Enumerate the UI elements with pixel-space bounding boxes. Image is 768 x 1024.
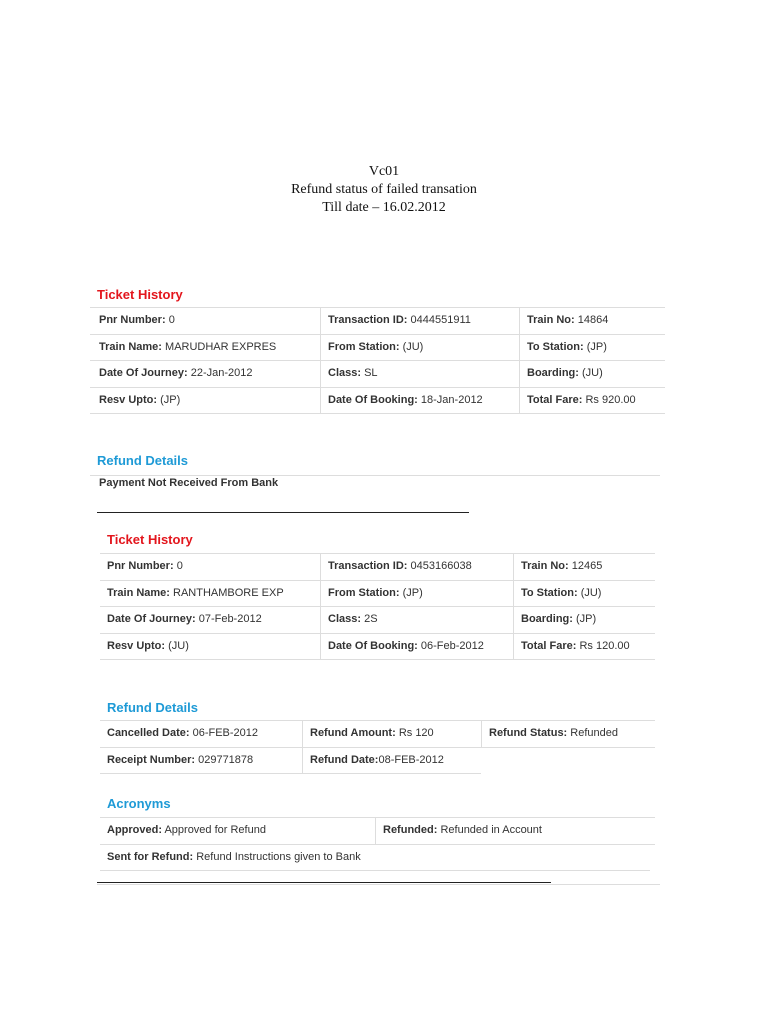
cancelled-date-cell [100,721,302,747]
refund-details-table [100,720,655,774]
train-no-cell [519,308,665,334]
table-row [100,581,655,608]
date-of-booking-value: 18-Jan-2012 [420,393,483,406]
boarding-label: Boarding: [521,613,573,625]
refund-amount-label: Refund Amount: [310,727,396,739]
transaction-id-cell [320,308,519,334]
refunded-cell [375,818,655,844]
total-fare-label: Total Fare: [521,639,577,652]
document-title: Refund status of failed transation [291,182,477,197]
from-station-value: (JU) [402,340,424,353]
table-row [90,388,665,415]
date-of-booking-cell [320,388,519,414]
table-row [90,361,665,388]
train-no-value: 12465 [571,560,603,572]
train-no-cell [513,554,655,580]
transaction-id-value: 0444551911 [410,314,471,326]
class-label: Class: [328,613,362,625]
boarding-cell [519,361,665,387]
resv-upto-cell [100,634,320,660]
table-row [100,845,650,872]
record-separator [97,882,551,883]
receipt-number-label: Receipt Number: [107,753,196,766]
cancelled-date-label: Cancelled Date: [107,727,190,739]
total-fare-cell [519,388,665,414]
refund-status-value: Refunded [570,727,619,739]
date-of-journey-cell [100,607,320,633]
till-date: Till date – 16.02.2012 [322,200,446,215]
sent-for-refund-cell [100,845,650,871]
transaction-id-label: Transaction ID: [328,314,408,326]
from-station-value: (JP) [402,586,423,599]
date-of-booking-value: 06-Feb-2012 [420,639,484,652]
train-name-label: Train Name: [107,586,170,599]
cancelled-date-value: 06-FEB-2012 [192,727,259,739]
date-of-journey-label: Date Of Journey: [107,613,196,625]
from-station-cell [320,581,513,607]
pnr-number-label: Pnr Number: [107,560,174,572]
resv-upto-value: (JP) [160,393,181,406]
table-row [100,818,655,845]
refund-date-value: 08-FEB-2012 [378,753,444,766]
date-of-journey-value: 22-Jan-2012 [190,367,253,379]
transaction-id-value: 0453166038 [410,560,472,572]
date-of-booking-label: Date Of Booking: [328,393,418,406]
from-station-cell [320,335,519,361]
from-station-label: From Station: [328,340,400,353]
refund-amount-cell [302,721,481,747]
approved-label: Approved: [107,824,162,836]
approved-cell [100,818,375,844]
resv-upto-label: Resv Upto: [107,639,166,652]
boarding-value: (JU) [582,367,603,379]
resv-upto-value: (JU) [168,639,189,652]
date-of-journey-label: Date Of Journey: [99,367,188,379]
pnr-number-cell [90,308,320,334]
train-no-label: Train No: [527,314,575,326]
to-station-cell [519,335,665,361]
to-station-value: (JU) [580,586,602,599]
class-cell [320,361,519,387]
total-fare-value: Rs 120.00 [579,639,630,652]
total-fare-cell [513,634,655,660]
resv-upto-cell [90,388,320,414]
pnr-number-value: 0 [168,314,175,326]
sent-for-refund-value: Refund Instructions given to Bank [196,850,361,863]
total-fare-value: Rs 920.00 [585,393,636,406]
train-name-label: Train Name: [99,340,162,353]
refund-date-cell [302,748,481,774]
refunded-value: Refunded in Account [440,824,542,836]
acronyms-heading: Acronyms [107,796,171,811]
date-of-journey-value: 07-Feb-2012 [198,613,262,625]
table-row [100,554,655,581]
class-label: Class: [328,367,362,379]
refund-status-cell [481,721,655,747]
to-station-value: (JP) [586,340,607,353]
date-of-booking-label: Date Of Booking: [328,639,418,652]
table-row [100,721,655,748]
record-separator [97,512,469,513]
table-row [90,308,665,335]
receipt-number-cell [100,748,302,774]
date-of-journey-cell [90,361,320,387]
sent-for-refund-label: Sent for Refund: [107,850,194,863]
train-name-cell [90,335,320,361]
ticket-history-table [90,307,665,414]
ticket-history-table [100,553,655,660]
document-code: Vc01 [368,164,400,179]
table-row [100,748,481,775]
resv-upto-label: Resv Upto: [99,393,158,406]
refund-status-message: Payment Not Received From Bank [99,477,279,489]
table-row [100,607,655,634]
train-no-value: 14864 [577,314,609,326]
refund-date-label: Refund Date: [310,753,379,766]
boarding-label: Boarding: [527,367,579,379]
class-value: SL [364,367,378,379]
transaction-id-cell [320,554,513,580]
to-station-label: To Station: [521,586,578,599]
train-no-label: Train No: [521,560,569,572]
refund-amount-value: Rs 120 [398,727,434,739]
refund-status-label: Refund Status: [489,727,568,739]
ticket-history-heading: Ticket History [107,532,193,547]
approved-value: Approved for Refund [164,824,266,836]
pnr-number-cell [100,554,320,580]
refund-details-heading: Refund Details [107,700,199,715]
to-station-label: To Station: [527,340,584,353]
section-divider [97,884,660,885]
date-of-booking-cell [320,634,513,660]
receipt-number-value: 029771878 [198,753,254,766]
total-fare-label: Total Fare: [527,393,583,406]
to-station-cell [513,581,655,607]
table-row [100,634,655,661]
refund-details-heading: Refund Details [97,453,189,468]
train-name-value: RANTHAMBORE EXP [173,586,284,599]
train-name-cell [100,581,320,607]
refunded-label: Refunded: [383,824,438,836]
transaction-id-label: Transaction ID: [328,560,408,572]
from-station-label: From Station: [328,586,400,599]
class-cell [320,607,513,633]
pnr-number-value: 0 [176,560,183,572]
table-row [90,335,665,362]
boarding-value: (JP) [576,613,597,625]
train-name-value: MARUDHAR EXPRES [165,340,277,353]
acronyms-table [100,817,655,871]
pnr-number-label: Pnr Number: [99,314,166,326]
ticket-history-heading: Ticket History [97,287,183,302]
class-value: 2S [364,613,378,625]
document-header [0,163,768,217]
boarding-cell [513,607,655,633]
